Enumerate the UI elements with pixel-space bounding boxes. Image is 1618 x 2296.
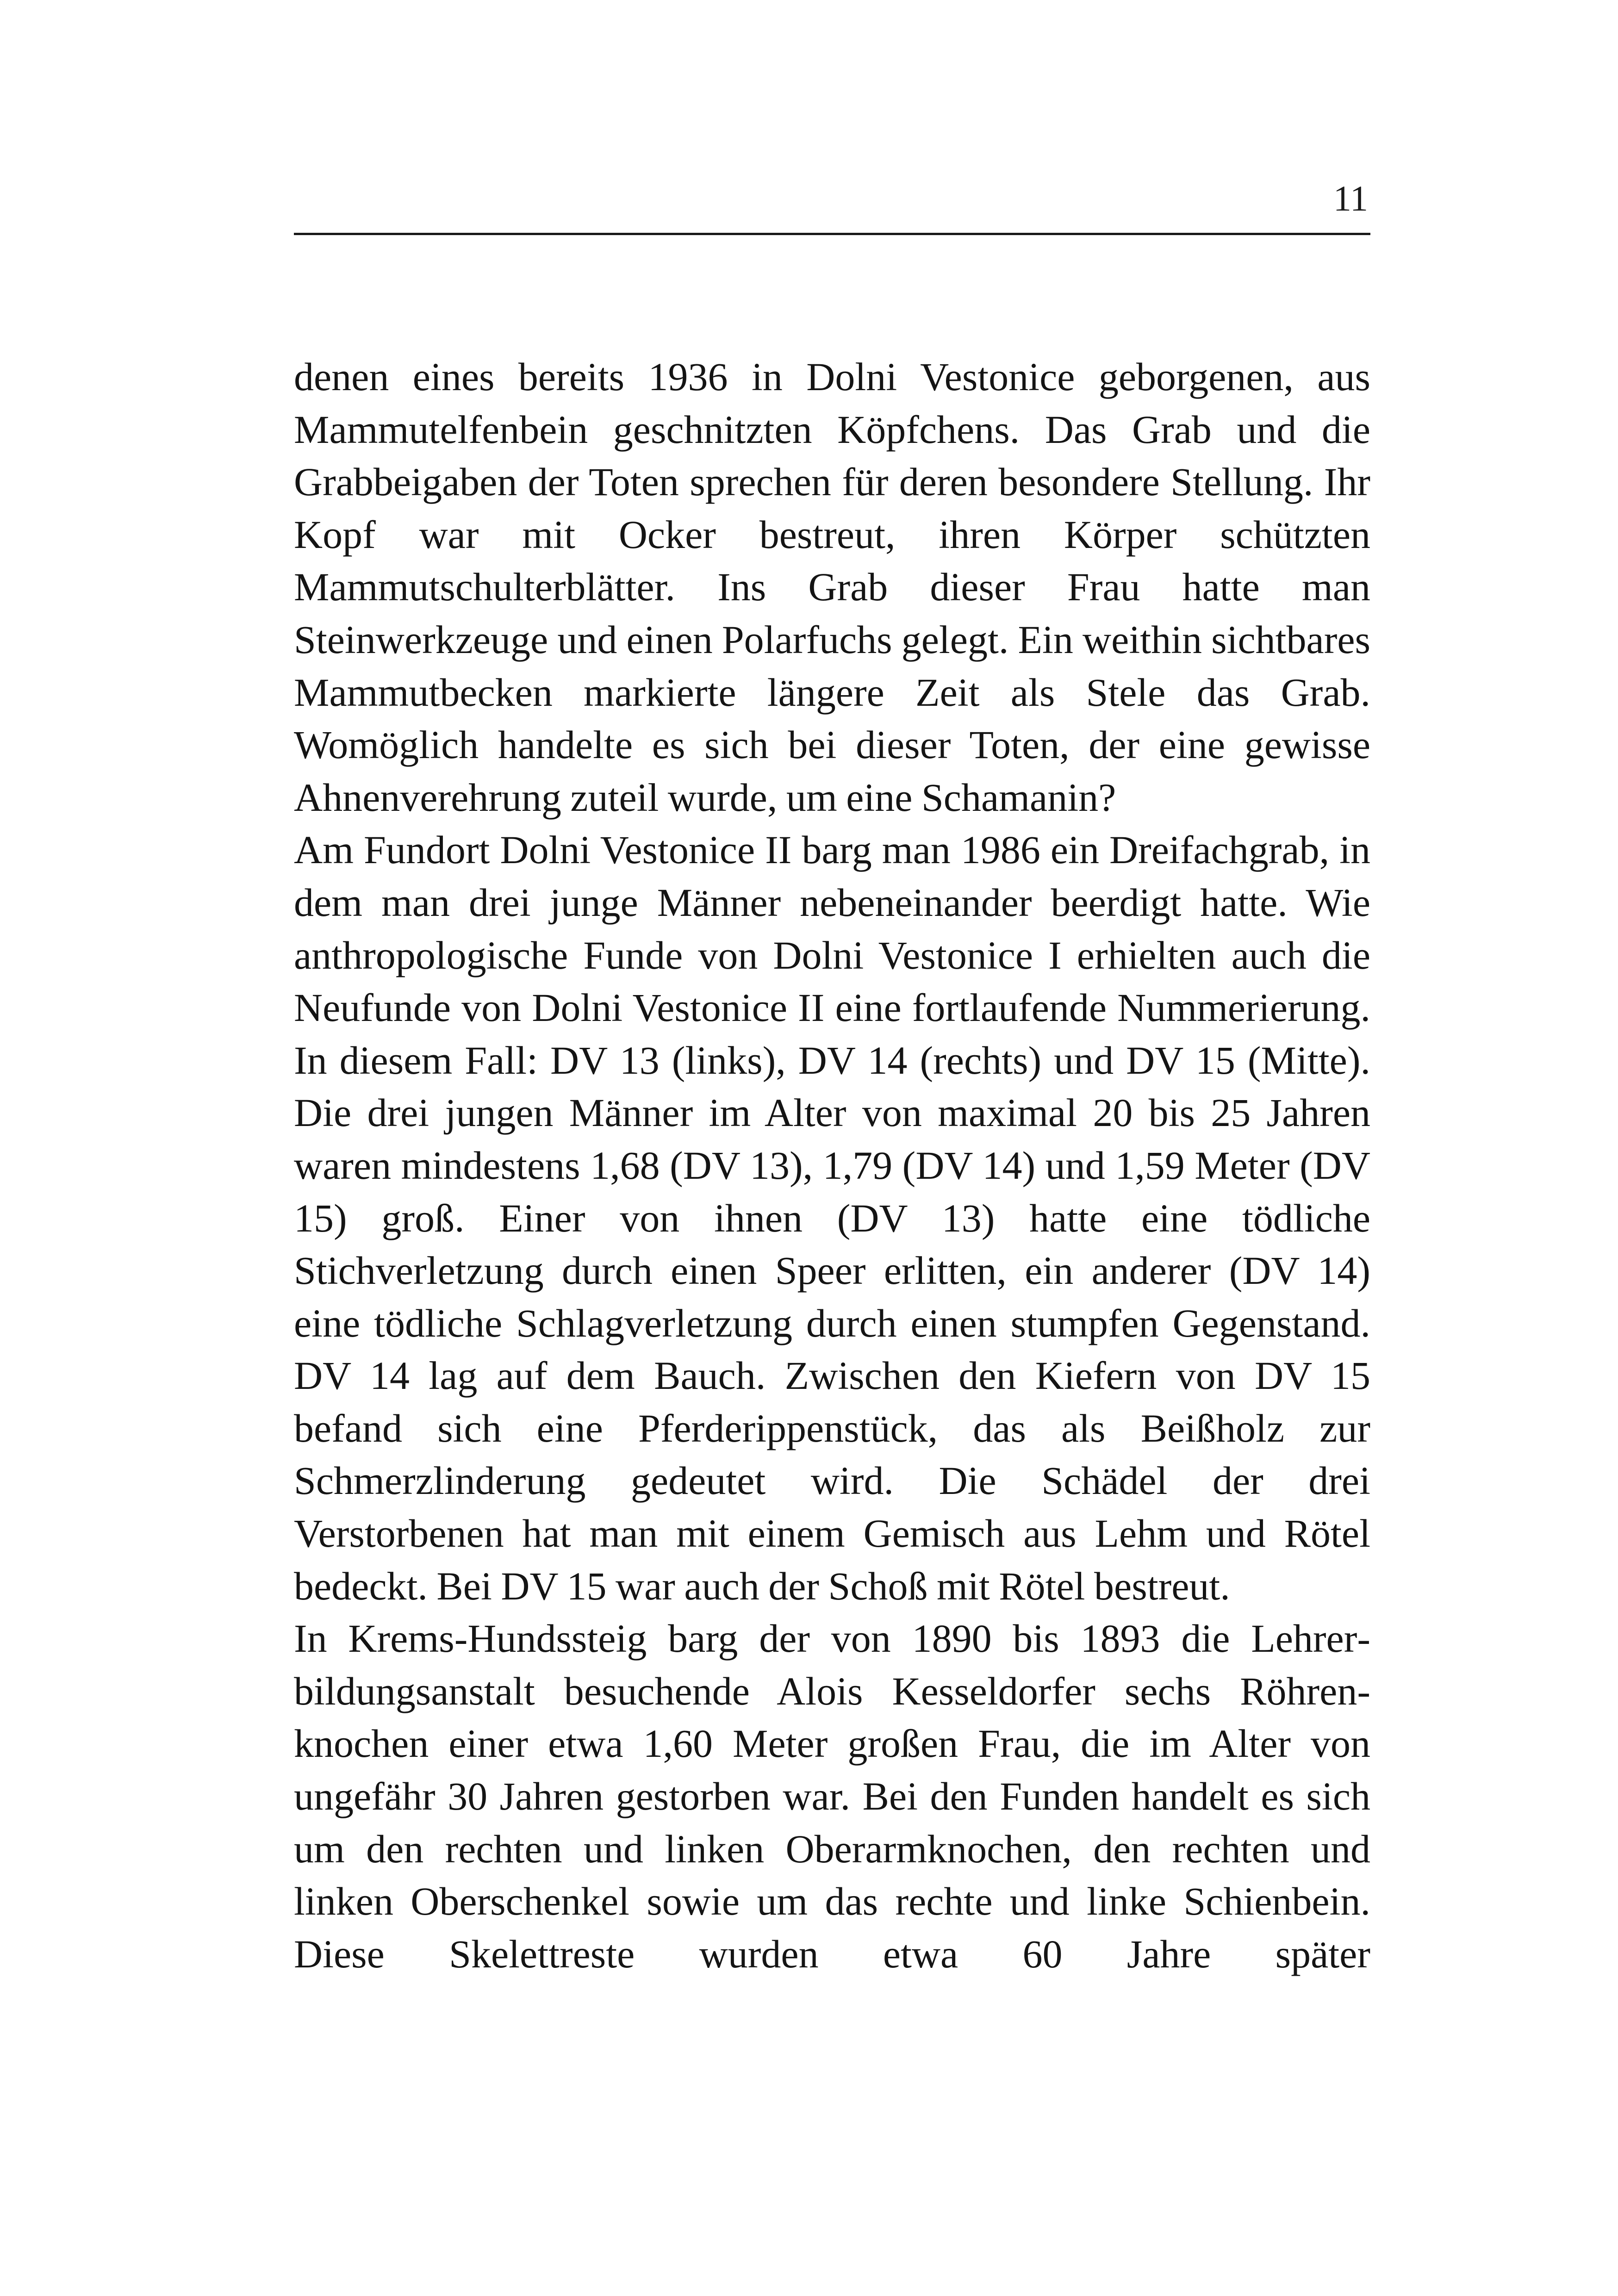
header-rule xyxy=(294,233,1370,235)
paragraph: Am Fundort Dolni Vestonice II barg man 1986 ein Dreifachgrab, in dem man drei junge Männer nebeneinander beerdigt hatte. Wie anthropologische Funde von Dolni Vestonice I erhielten auch die Neufunde von Dolni Vestonice II eine fortlaufende Nummerierung. In diesem Fall: DV 13 (links), DV 14 (rechts) und DV 15 (Mitte). Die drei jungen Männer im Alter von maximal 20 bis 25 Jahren waren mindestens 1,68 (DV 13), 1,79 (DV 14) und 1,59 Meter (DV 15) groß. Einer von ihnen (DV 13) hatte eine tödliche Stichverletzung durch einen Speer erlitten, ein anderer (DV 14) eine tödliche Schlagverletzung durch einen stumpfen Gegenstand. DV 14 lag auf dem Bauch. Zwischen den Kiefern von DV 15 befand sich eine Pferderippenstück, das als Beißholz zur Schmerzlinderung gedeutet wird. Die Schädel der drei Verstorbenen hat man mit einem Gemisch aus Lehm und Rötel bedeckt. Bei DV 15 war auch der Schoß mit Rötel bestreut. xyxy=(294,828,1370,1608)
page-number: 11 xyxy=(1333,178,1368,218)
paragraph: denen eines bereits 1936 in Dolni Vestonice geborgenen, aus Mammutelfenbein geschnitzten Köpfchens. Das Grab und die Grabbeigaben der Toten sprechen für deren besondere Stellung. Ihr Kopf war mit Ocker bestreut, ihren Körper schützten Mammutschulterblätter. Ins Grab dieser Frau hatte man Steinwerkzeuge und einen Polarfuchs gelegt. Ein weithin sichtbares Mammutbecken markierte längere Zeit als Stele das Grab. Womöglich handelte es sich bei dieser Toten, der eine gewisse Ahnenverehrung zuteil wurde, um eine Schamanin? xyxy=(294,355,1370,820)
body-text xyxy=(294,351,1370,1980)
paragraph: In Krems-Hundssteig barg der von 1890 bis 1893 die Lehrerbildungsanstalt besuchende Alois Kesseldorfer sechs Röhrenknochen einer etwa 1,60 Meter großen Frau, die im Alter von ungefähr 30 Jahren gestorben war. Bei den Funden handelt es sich um den rechten und linken Oberarmknochen, den rechten und linken Oberschenkel sowie um das rechte und linke Schienbein. Diese Skelettreste wurden etwa 60 Jahre später xyxy=(294,1616,1370,1976)
